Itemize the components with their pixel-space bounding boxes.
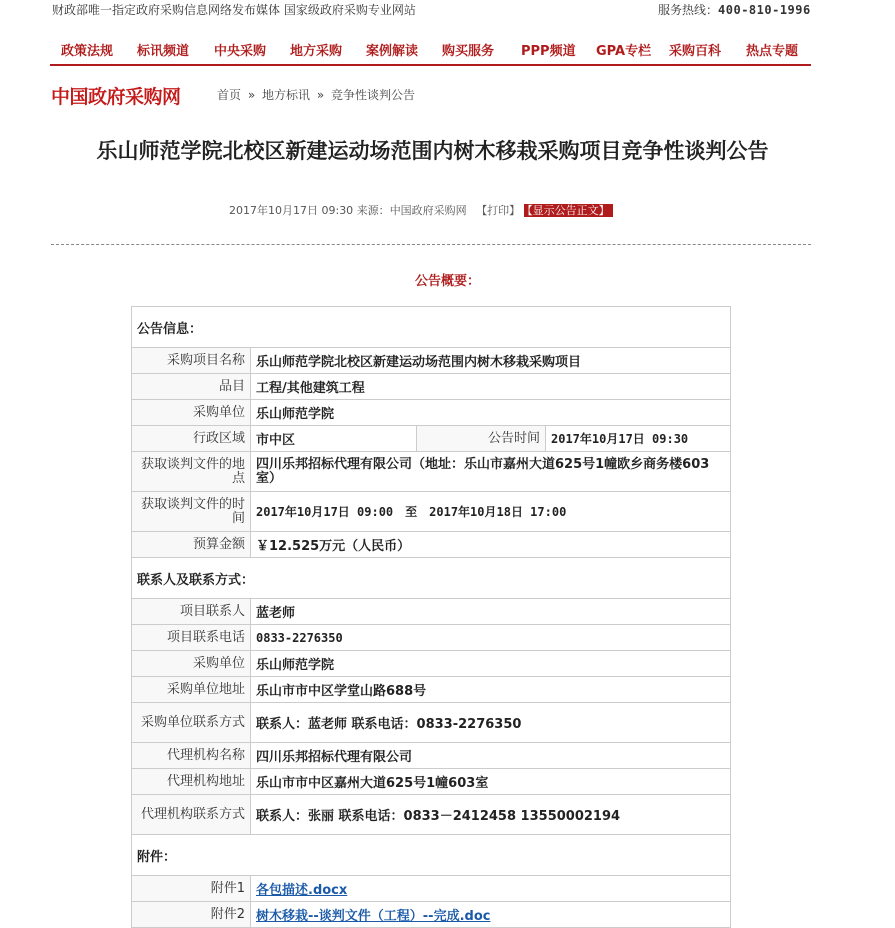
doc-location-value: 四川乐邦招标代理有限公司（地址：乐山市嘉州大道625号1幢欧乡商务楼603室） xyxy=(251,452,731,492)
buyer-value: 乐山师范学院 xyxy=(251,400,731,426)
project-phone-value: 0833-2276350 xyxy=(251,625,731,651)
divider xyxy=(51,244,811,245)
breadcrumb-separator: » xyxy=(247,88,256,102)
source-name: 中国政府采购网 xyxy=(389,204,467,217)
table-row xyxy=(132,703,731,743)
buyer-contact-value: 联系人：蓝老师 联系电话：0833-2276350 xyxy=(251,703,731,743)
table-row xyxy=(132,795,731,835)
top-info-bar xyxy=(0,0,895,18)
table-row xyxy=(132,400,731,426)
nav-item-ppp[interactable]: PPP频道 xyxy=(521,44,576,59)
attachment-link-2[interactable]: 树木移栽--谈判文件（工程）--完成.doc xyxy=(256,909,491,924)
row-label: 行政区域 xyxy=(132,426,251,452)
row-label: 预算金额 xyxy=(132,532,251,558)
print-link[interactable]: 【打印】 xyxy=(476,204,521,217)
row-label: 采购单位联系方式 xyxy=(132,703,251,743)
nav-item-local-procurement[interactable]: 地方采购 xyxy=(290,44,343,59)
source-label: 来源： xyxy=(356,204,390,217)
attachment-cell xyxy=(251,876,731,902)
table-row xyxy=(132,452,731,492)
site-logo[interactable]: 中国政府采购网 xyxy=(51,86,181,108)
agency-name-value: 四川乐邦招标代理有限公司 xyxy=(251,743,731,769)
table-row xyxy=(132,677,731,703)
nav-item-gpa[interactable]: GPA专栏 xyxy=(596,44,652,59)
publish-date: 2017年10月17日 09:30 xyxy=(229,204,354,217)
row-label: 项目联系人 xyxy=(132,599,251,625)
table-row xyxy=(132,492,731,532)
nav-item-purchase-service[interactable]: 购买服务 xyxy=(442,44,495,59)
table-row xyxy=(132,625,731,651)
attachment-cell xyxy=(251,902,731,928)
doc-time-value: 2017年10月17日 09:00 至 2017年10月18日 17:00 xyxy=(251,492,731,532)
row-label: 附件1 xyxy=(132,876,251,902)
agency-address-value: 乐山市市中区嘉州大道625号1幢603室 xyxy=(251,769,731,795)
main-nav xyxy=(50,34,811,66)
table-row xyxy=(132,374,731,400)
breadcrumb-local-bids[interactable]: 地方标讯 xyxy=(262,88,311,102)
table-section-row xyxy=(132,558,731,599)
row-label: 项目联系电话 xyxy=(132,625,251,651)
section-contacts: 联系人及联系方式： xyxy=(132,558,731,599)
nav-item-hot-topics[interactable]: 热点专题 xyxy=(746,44,799,59)
row-label: 代理机构名称 xyxy=(132,743,251,769)
row-label: 获取谈判文件的地点 xyxy=(132,452,251,492)
page-title: 乐山师范学院北校区新建运动场范围内树木移栽采购项目竞争性谈判公告 xyxy=(96,138,769,163)
nav-item-policy[interactable]: 政策法规 xyxy=(61,44,114,59)
section-attachments: 附件： xyxy=(132,835,731,876)
nav-item-case-study[interactable]: 案例解读 xyxy=(366,44,419,59)
breadcrumb-current[interactable]: 竞争性谈判公告 xyxy=(331,88,416,102)
section-notice-info: 公告信息： xyxy=(132,307,731,348)
row-label: 采购单位 xyxy=(132,651,251,677)
project-name-value: 乐山师范学院北校区新建运动场范围内树木移栽采购项目 xyxy=(251,348,731,374)
nav-item-wiki[interactable]: 采购百科 xyxy=(669,44,722,59)
table-section-row xyxy=(132,835,731,876)
row-label: 公告时间 xyxy=(417,426,546,452)
table-row xyxy=(132,743,731,769)
breadcrumb-separator: » xyxy=(316,88,325,102)
show-body-button[interactable]: 【显示公告正文】 xyxy=(524,204,613,217)
table-row xyxy=(132,902,731,928)
site-slogan: 财政部唯一指定政府采购信息网络发布媒体 国家级政府采购专业网站 xyxy=(52,3,416,17)
table-row xyxy=(132,348,731,374)
row-label: 代理机构地址 xyxy=(132,769,251,795)
contact-buyer-value: 乐山师范学院 xyxy=(251,651,731,677)
project-contact-value: 蓝老师 xyxy=(251,599,731,625)
agency-contact-value: 联系人：张丽 联系电话：0833－2412458 13550002194 xyxy=(251,795,731,835)
row-label: 代理机构联系方式 xyxy=(132,795,251,835)
table-row xyxy=(132,532,731,558)
breadcrumb-home[interactable]: 首页 xyxy=(217,88,242,102)
row-label: 品目 xyxy=(132,374,251,400)
table-row xyxy=(132,651,731,677)
nav-item-central-procurement[interactable]: 中央采购 xyxy=(214,44,267,59)
attachment-link-1[interactable]: 各包描述.docx xyxy=(256,883,348,898)
row-label: 采购单位 xyxy=(132,400,251,426)
nav-item-bid-channel[interactable]: 标讯频道 xyxy=(137,44,190,59)
category-value: 工程/其他建筑工程 xyxy=(251,374,731,400)
summary-heading: 公告概要： xyxy=(414,274,480,289)
buyer-address-value: 乐山市市中区学堂山路688号 xyxy=(251,677,731,703)
row-label: 采购项目名称 xyxy=(132,348,251,374)
hotline-label: 服务热线： xyxy=(658,3,719,17)
table-row xyxy=(132,599,731,625)
table-section-row xyxy=(132,307,731,348)
row-label: 获取谈判文件的时间 xyxy=(132,492,251,532)
table-row xyxy=(132,426,731,452)
row-label: 采购单位地址 xyxy=(132,677,251,703)
table-row xyxy=(132,769,731,795)
region-value: 市中区 xyxy=(251,426,417,452)
notice-info-table xyxy=(131,306,731,928)
publish-time-value: 2017年10月17日 09:30 xyxy=(546,426,731,452)
breadcrumb xyxy=(217,86,415,103)
row-label: 附件2 xyxy=(132,902,251,928)
service-hotline xyxy=(658,1,811,18)
table-row xyxy=(132,876,731,902)
budget-value: ￥12.525万元（人民币） xyxy=(251,532,731,558)
hotline-number: 400-810-1996 xyxy=(718,3,811,17)
